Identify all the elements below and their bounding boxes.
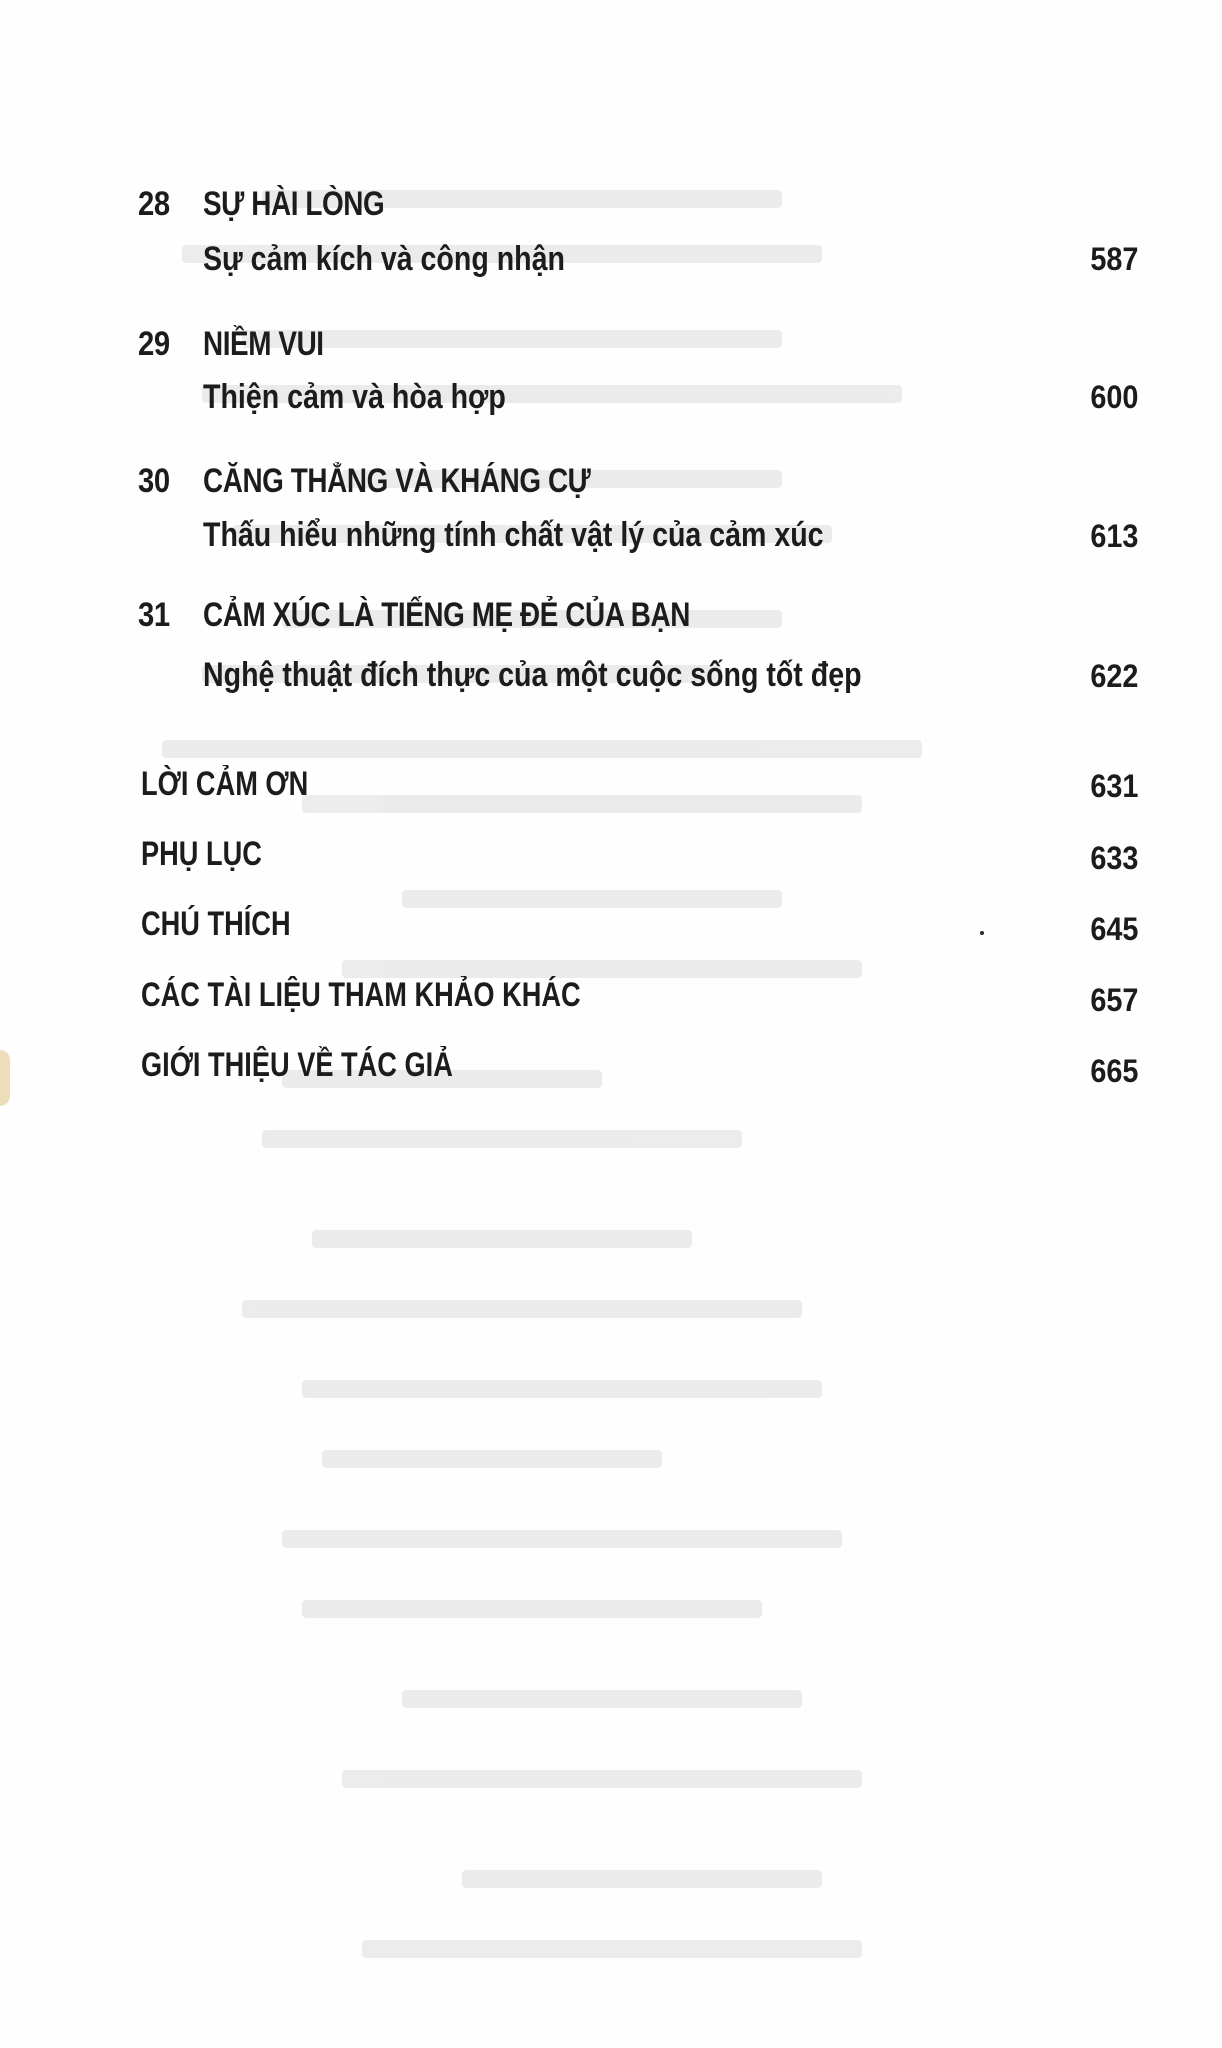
chapter-title: CẢM XÚC LÀ TIẾNG MẸ ĐẺ CỦA BẠN [203, 596, 690, 634]
back-matter-title: LỜI CẢM ƠN [141, 765, 309, 803]
chapter-title: SỰ HÀI LÒNG [203, 185, 385, 223]
page-number: 657 [1089, 982, 1138, 1018]
chapter-number: 31 [138, 596, 170, 634]
chapter-number: 30 [138, 462, 170, 500]
page-number: 613 [1089, 518, 1138, 554]
chapter-number: 28 [138, 185, 170, 223]
page-number: 587 [1089, 241, 1138, 277]
chapter-title: CĂNG THẲNG VÀ KHÁNG CỰ [203, 462, 591, 500]
page-number: 631 [1089, 768, 1138, 804]
page-number: 665 [1089, 1053, 1138, 1089]
page-number: 600 [1089, 379, 1138, 415]
back-matter-title: GIỚI THIỆU VỀ TÁC GIẢ [141, 1046, 453, 1084]
chapter-subtitle: Thấu hiểu những tính chất vật lý của cảm xúc [203, 516, 824, 554]
chapter-subtitle: Sự cảm kích và công nhận [203, 240, 565, 278]
ink-speck [980, 931, 984, 935]
chapter-subtitle: Thiện cảm và hòa hợp [203, 378, 506, 416]
back-matter-title: PHỤ LỤC [141, 835, 262, 873]
chapter-number: 29 [138, 325, 170, 363]
chapter-subtitle: Nghệ thuật đích thực của một cuộc sống tốt đẹp [203, 656, 862, 694]
page-edge-mark [0, 1050, 10, 1106]
chapter-title: NIỀM VUI [203, 325, 324, 363]
page-number: 622 [1089, 658, 1138, 694]
back-matter-title: CÁC TÀI LIỆU THAM KHẢO KHÁC [141, 976, 581, 1014]
page-number: 645 [1089, 911, 1138, 947]
back-matter-title: CHÚ THÍCH [141, 905, 291, 943]
page-number: 633 [1089, 840, 1138, 876]
